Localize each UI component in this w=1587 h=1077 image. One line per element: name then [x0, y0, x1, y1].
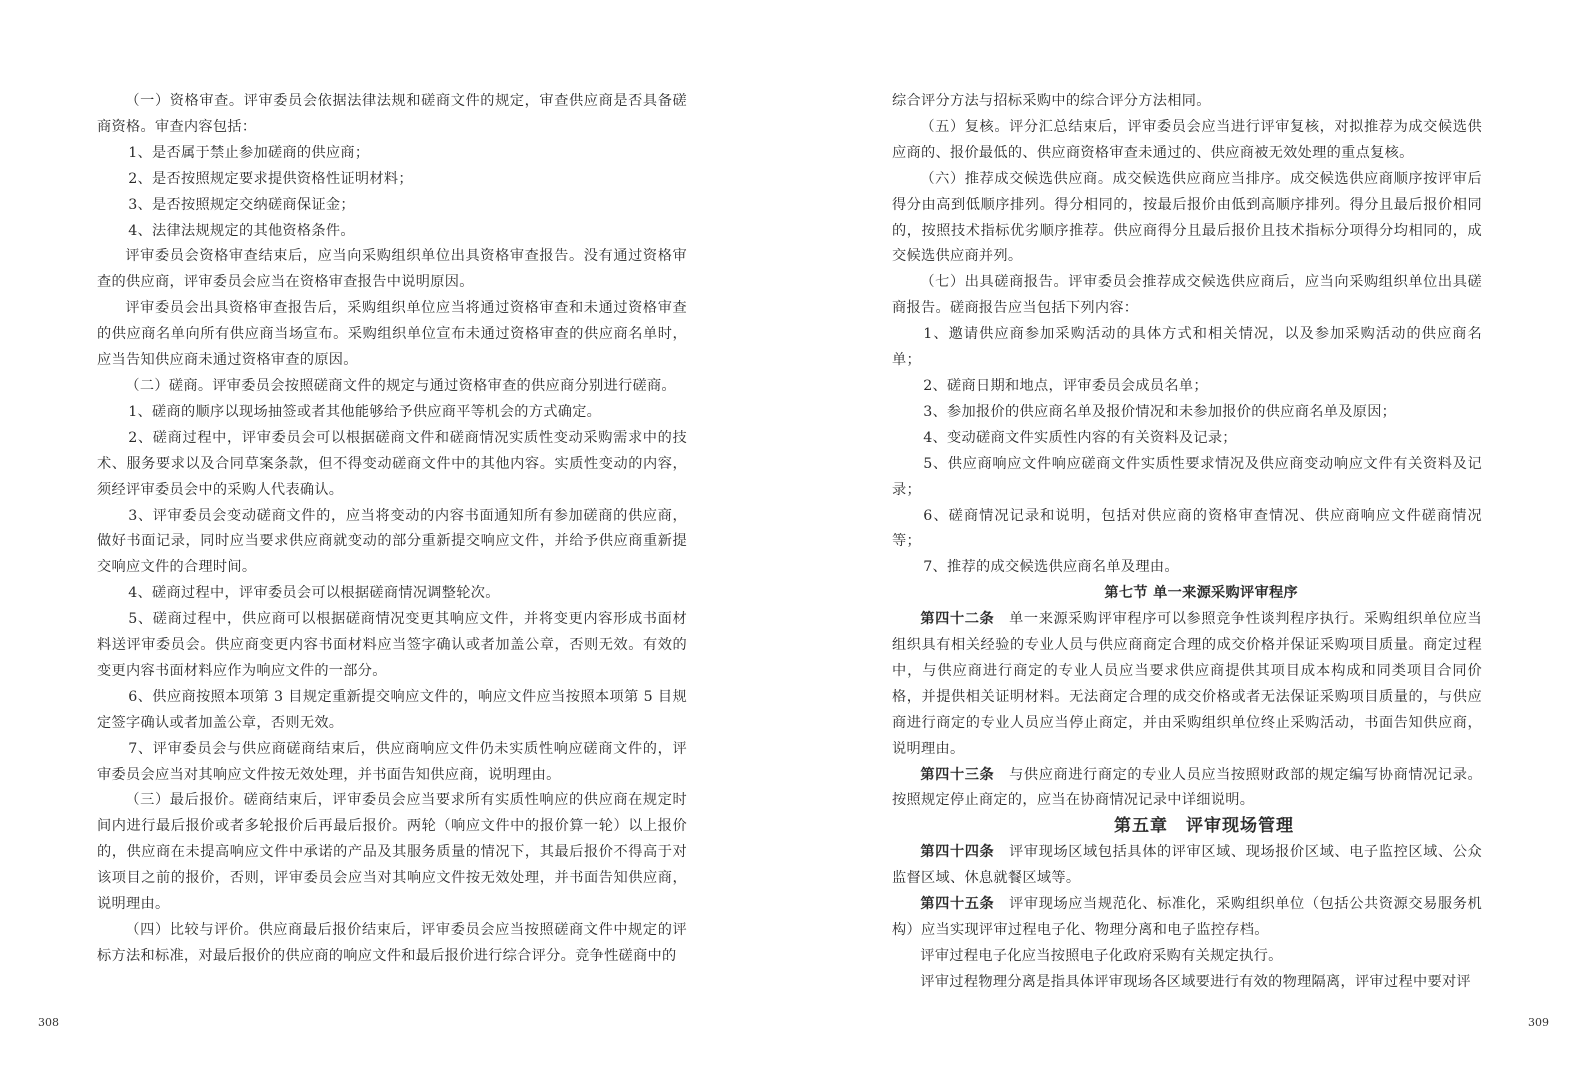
- list-item: 1、磋商的顺序以现场抽签或者其他能够给予供应商平等机会的方式确定。: [128, 403, 602, 420]
- list-item: 4、磋商过程中，评审委员会可以根据磋商情况调整轮次。: [128, 585, 500, 602]
- paragraph: 评审委员会资格审查结束后，应当向采购组织单位出具资格审查报告。没有通过资格审查的供应商，评审委员会应当在资格审查报告中说明原因。: [97, 248, 687, 291]
- list-item: 6、供应商按照本项第 3 目规定重新提交响应文件的，响应文件应当按照本项第 5 目规定签字确认或者加盖公章，否则无效。: [97, 688, 687, 731]
- paragraph: 评审过程物理分离是指具体评审现场各区域要进行有效的物理隔离，评审过程中要对评: [920, 973, 1471, 990]
- paragraph-continuation: 综合评分方法与招标采购中的综合评分方法相同。: [892, 93, 1211, 109]
- list-item: 6、磋商情况记录和说明，包括对供应商的资格审查情况、供应商响应文件磋商情况等；: [892, 507, 1482, 550]
- article-label: 第四十四条: [920, 844, 995, 861]
- list-item: 7、推荐的成交候选供应商名单及理由。: [923, 559, 1179, 576]
- right-page: [794, 0, 1587, 1077]
- paragraph: （一）资格审查。评审委员会依据法律法规和磋商文件的规定，审查供应商是否具备磋商资格。审查内容包括：: [97, 93, 687, 135]
- list-item: 7、评审委员会与供应商磋商结束后，供应商响应文件仍未实质性响应磋商文件的，评审委员会应当对其响应文件按无效处理，并书面告知供应商，说明理由。: [97, 740, 687, 783]
- article-text: 评审现场应当规范化、标准化，采购组织单位（包括公共资源交易服务机构）应当实现评审过程电子化、物理分离和电子监控存档。: [892, 896, 1482, 938]
- left-page: [0, 0, 793, 1077]
- article-text: 评审现场区域包括具体的评审区域、现场报价区域、电子监控区域、公众监督区域、休息就餐区域等。: [892, 844, 1482, 887]
- list-item: 5、磋商过程中，供应商可以根据磋商情况变更其响应文件，并将变更内容形成书面材料送评审委员会。供应商变更内容书面材料应当签字确认或者加盖公章，否则无效。有效的变更内容书面材料应作为响应文件的一部分。: [97, 611, 687, 679]
- paragraph: （七）出具磋商报告。评审委员会推荐成交候选供应商后，应当向采购组织单位出具磋商报告。磋商报告应当包括下列内容：: [892, 274, 1482, 317]
- article-paragraph: [892, 763, 1482, 815]
- left-page-body: [97, 89, 687, 970]
- paragraph: 评审委员会出具资格审查报告后，采购组织单位应当将通过资格审查和未通过资格审查的供应商名单向所有供应商当场宣布。采购组织单位宣布未通过资格审查的供应商名单时，应当告知供应商未通过资格审查的原因。: [97, 300, 687, 369]
- list-item: 4、变动磋商文件实质性内容的有关资料及记录；: [923, 429, 1237, 446]
- paragraph: （三）最后报价。磋商结束后，评审委员会应当要求所有实质性响应的供应商在规定时间内进行最后报价或者多轮报价后再最后报价。两轮（响应文件中的报价算一轮）以上报价的，供应商在未提高响应文件中承诺的产品及其服务质量的情况下，其最后报价不得高于对该项目之前的报价，否则，评审委员会应当对其响应文件按无效处理，并书面告知供应商，说明理由。: [97, 792, 687, 913]
- paragraph: （二）磋商。评审委员会按照磋商文件的规定与通过资格审查的供应商分别进行磋商。: [125, 377, 676, 394]
- article-label: 第四十三条: [920, 766, 995, 783]
- list-item: 3、评审委员会变动磋商文件的，应当将变动的内容书面通知所有参加磋商的供应商，做好书面记录，同时应当要求供应商就变动的部分重新提交响应文件，并给予供应商重新提交响应文件的合理时间。: [97, 507, 687, 576]
- paragraph: （四）比较与评价。供应商最后报价结束后，评审委员会应当按照磋商文件中规定的评标方法和标准，对最后报价的供应商的响应文件和最后报价进行综合评分。竞争性磋商中的: [97, 922, 687, 964]
- chapter-heading: 第五章 评审现场管理: [1114, 816, 1294, 837]
- article-paragraph: [892, 840, 1482, 892]
- paragraph: （五）复核。评分汇总结束后，评审委员会应当进行评审复核，对拟推荐为成交候选供应商的、报价最低的、供应商资格审查未通过的、供应商被无效处理的重点复核。: [892, 118, 1482, 161]
- list-item: 2、磋商过程中，评审委员会可以根据磋商文件和磋商情况实质性变动采购需求中的技术、服务要求以及合同草案条款，但不得变动磋商文件中的其他内容。实质性变动的内容，须经评审委员会中的采购人代表确认。: [97, 429, 687, 498]
- article-paragraph: [892, 607, 1482, 762]
- page-number: 309: [1528, 1016, 1549, 1029]
- list-item: 1、是否属于禁止参加磋商的供应商；: [128, 144, 370, 161]
- list-item: 1、邀请供应商参加采购活动的具体方式和相关情况，以及参加采购活动的供应商名单；: [892, 326, 1482, 369]
- page-number: 308: [38, 1016, 59, 1029]
- article-paragraph: [892, 892, 1482, 944]
- paragraph: 评审过程电子化应当按照电子化政府采购有关规定执行。: [920, 947, 1283, 964]
- article-label: 第四十五条: [920, 896, 995, 913]
- list-item: 2、磋商日期和地点，评审委员会成员名单；: [923, 377, 1208, 394]
- list-item: 3、是否按照规定交纳磋商保证金；: [128, 196, 355, 213]
- list-item: 2、是否按照规定要求提供资格性证明材料；: [128, 170, 413, 187]
- article-label: 第四十二条: [920, 611, 995, 628]
- list-item: 4、法律法规规定的其他资格条件。: [128, 222, 355, 239]
- article-text: 与供应商进行商定的专业人员应当按照财政部的规定编写协商情况记录。按照规定停止商定的，应当在协商情况记录中详细说明。: [892, 766, 1482, 809]
- list-item: 5、供应商响应文件响应磋商文件实质性要求情况及供应商变动响应文件有关资料及记录；: [892, 455, 1482, 498]
- article-text: 单一来源采购评审程序可以参照竞争性谈判程序执行。采购组织单位应当组织具有相关经验的专业人员与供应商商定合理的成交价格并保证采购项目质量。商定过程中，与供应商进行商定的专业人员应当要求供应商提供其项目成本构成和同类项目合同价格，并提供相关证明材料。无法商定合理的成交价格或者无法保证采购项目质量的，与供应商进行商定的专业人员应当停止商定，并由采购组织单位终止采购活动，书面告知供应商，说明理由。: [892, 611, 1482, 757]
- section-heading: 第七节 单一来源采购评审程序: [1104, 585, 1298, 602]
- paragraph: （六）推荐成交候选供应商。成交候选供应商应当排序。成交候选供应商顺序按评审后得分由高到低顺序排列。得分相同的，按最后报价由低到高顺序排列。得分且最后报价相同的，按照技术指标优劣顺序推荐。供应商得分且最后报价且技术指标分项得分均相同的，成交候选供应商并列。: [892, 170, 1482, 265]
- list-item: 3、参加报价的供应商名单及报价情况和未参加报价的供应商名单及原因；: [923, 403, 1397, 420]
- right-page-body: [892, 89, 1482, 996]
